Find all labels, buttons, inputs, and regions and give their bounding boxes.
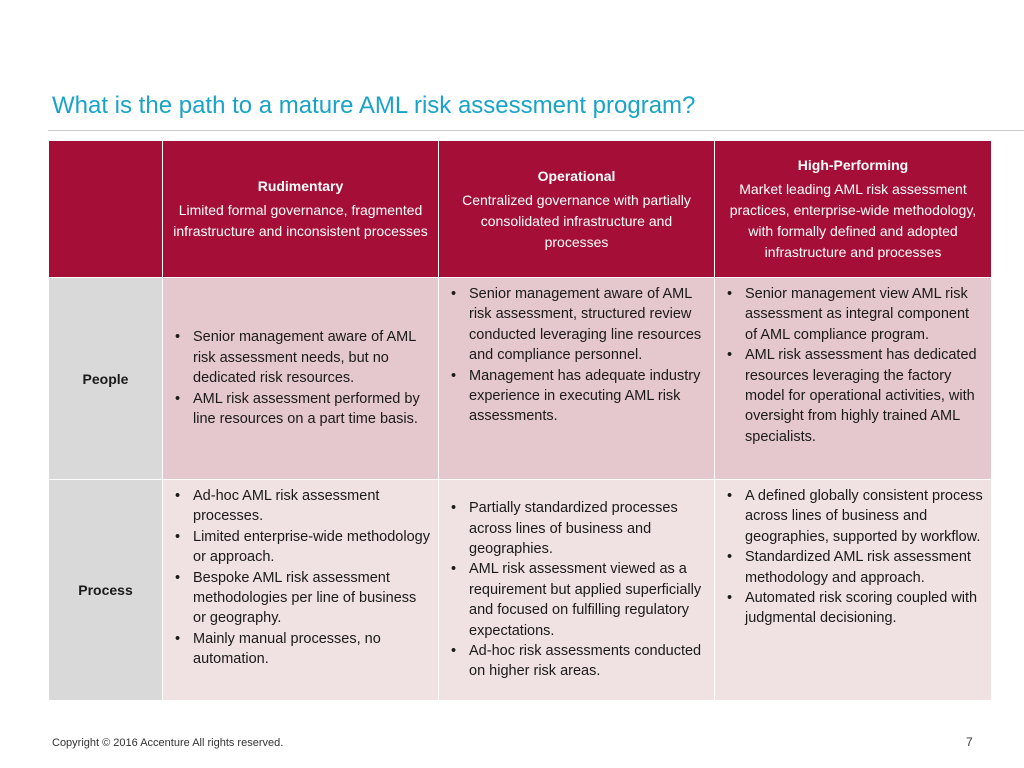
bullet-item: • AML risk assessment performed by line resources on a part time basis. xyxy=(193,389,432,430)
slide-title: What is the path to a mature AML risk assessment program? xyxy=(52,92,696,119)
bullet-list xyxy=(163,327,438,429)
bullet-list xyxy=(439,498,714,682)
level-name: High-Performing xyxy=(797,157,909,173)
bullet-item: • AML risk assessment has dedicated resources leveraging the factory model for operational activities, with oversight from highly trained AML specialists. xyxy=(745,345,985,447)
matrix-header-row xyxy=(49,141,992,278)
cell-people-operational xyxy=(439,278,715,480)
bullet-item: • Senior management aware of AML risk assessment needs, but no dedicated risk resources. xyxy=(193,327,432,388)
bullet-item: • A defined globally consistent process across lines of business and geographies, supported by workflow. xyxy=(745,486,985,547)
bullet-item: • Mainly manual processes, no automation. xyxy=(193,629,432,670)
cell-people-high-performing xyxy=(715,278,992,480)
bullet-item: • Limited enterprise-wide methodology or approach. xyxy=(193,527,432,568)
bullet-item: • Ad-hoc AML risk assessment processes. xyxy=(193,486,432,527)
bullet-item: • Ad-hoc risk assessments conducted on higher risk areas. xyxy=(469,641,708,682)
cell-process-high-performing xyxy=(715,480,992,701)
header-operational xyxy=(439,141,715,278)
matrix-row-process xyxy=(49,480,992,701)
title-divider xyxy=(48,130,1024,131)
bullet-list xyxy=(715,284,991,447)
bullet-list xyxy=(163,486,438,670)
maturity-matrix xyxy=(48,140,992,701)
bullet-item: • AML risk assessment viewed as a requirement but applied superficially and focused on fulfilling regulatory expectations. xyxy=(469,559,708,641)
level-description: Market leading AML risk assessment practices, enterprise-wide methodology, with formally defined and adopted infrastructure and processes xyxy=(729,181,977,260)
bullet-item: • Management has adequate industry experience in executing AML risk assessments. xyxy=(469,366,708,427)
copyright-footer: Copyright © 2016 Accenture All rights reserved. xyxy=(52,737,284,749)
cell-people-rudimentary xyxy=(163,278,439,480)
header-corner-cell xyxy=(49,141,163,278)
bullet-list xyxy=(439,284,714,427)
row-label-process: Process xyxy=(49,480,163,701)
bullet-list xyxy=(715,486,991,629)
bullet-item: • Standardized AML risk assessment methodology and approach. xyxy=(745,547,985,588)
matrix-row-people xyxy=(49,278,992,480)
bullet-item: • Automated risk scoring coupled with judgmental decisioning. xyxy=(745,588,985,629)
bullet-item: • Partially standardized processes across lines of business and geographies. xyxy=(469,498,708,559)
header-rudimentary xyxy=(163,141,439,278)
header-high-performing xyxy=(715,141,992,278)
cell-process-rudimentary xyxy=(163,480,439,701)
row-label-people: People xyxy=(49,278,163,480)
cell-process-operational xyxy=(439,480,715,701)
level-name: Rudimentary xyxy=(257,178,344,194)
bullet-item: • Senior management view AML risk assessment as integral component of AML compliance program. xyxy=(745,284,985,345)
bullet-item: • Bespoke AML risk assessment methodologies per line of business or geography. xyxy=(193,568,432,629)
bullet-item: • Senior management aware of AML risk assessment, structured review conducted leveraging line resources and compliance personnel. xyxy=(469,284,708,366)
level-name: Operational xyxy=(537,167,616,184)
level-description: Limited formal governance, fragmented infrastructure and inconsistent processes xyxy=(173,202,428,239)
page-number: 7 xyxy=(966,735,973,749)
level-description: Centralized governance with partially consolidated infrastructure and processes xyxy=(462,191,691,250)
